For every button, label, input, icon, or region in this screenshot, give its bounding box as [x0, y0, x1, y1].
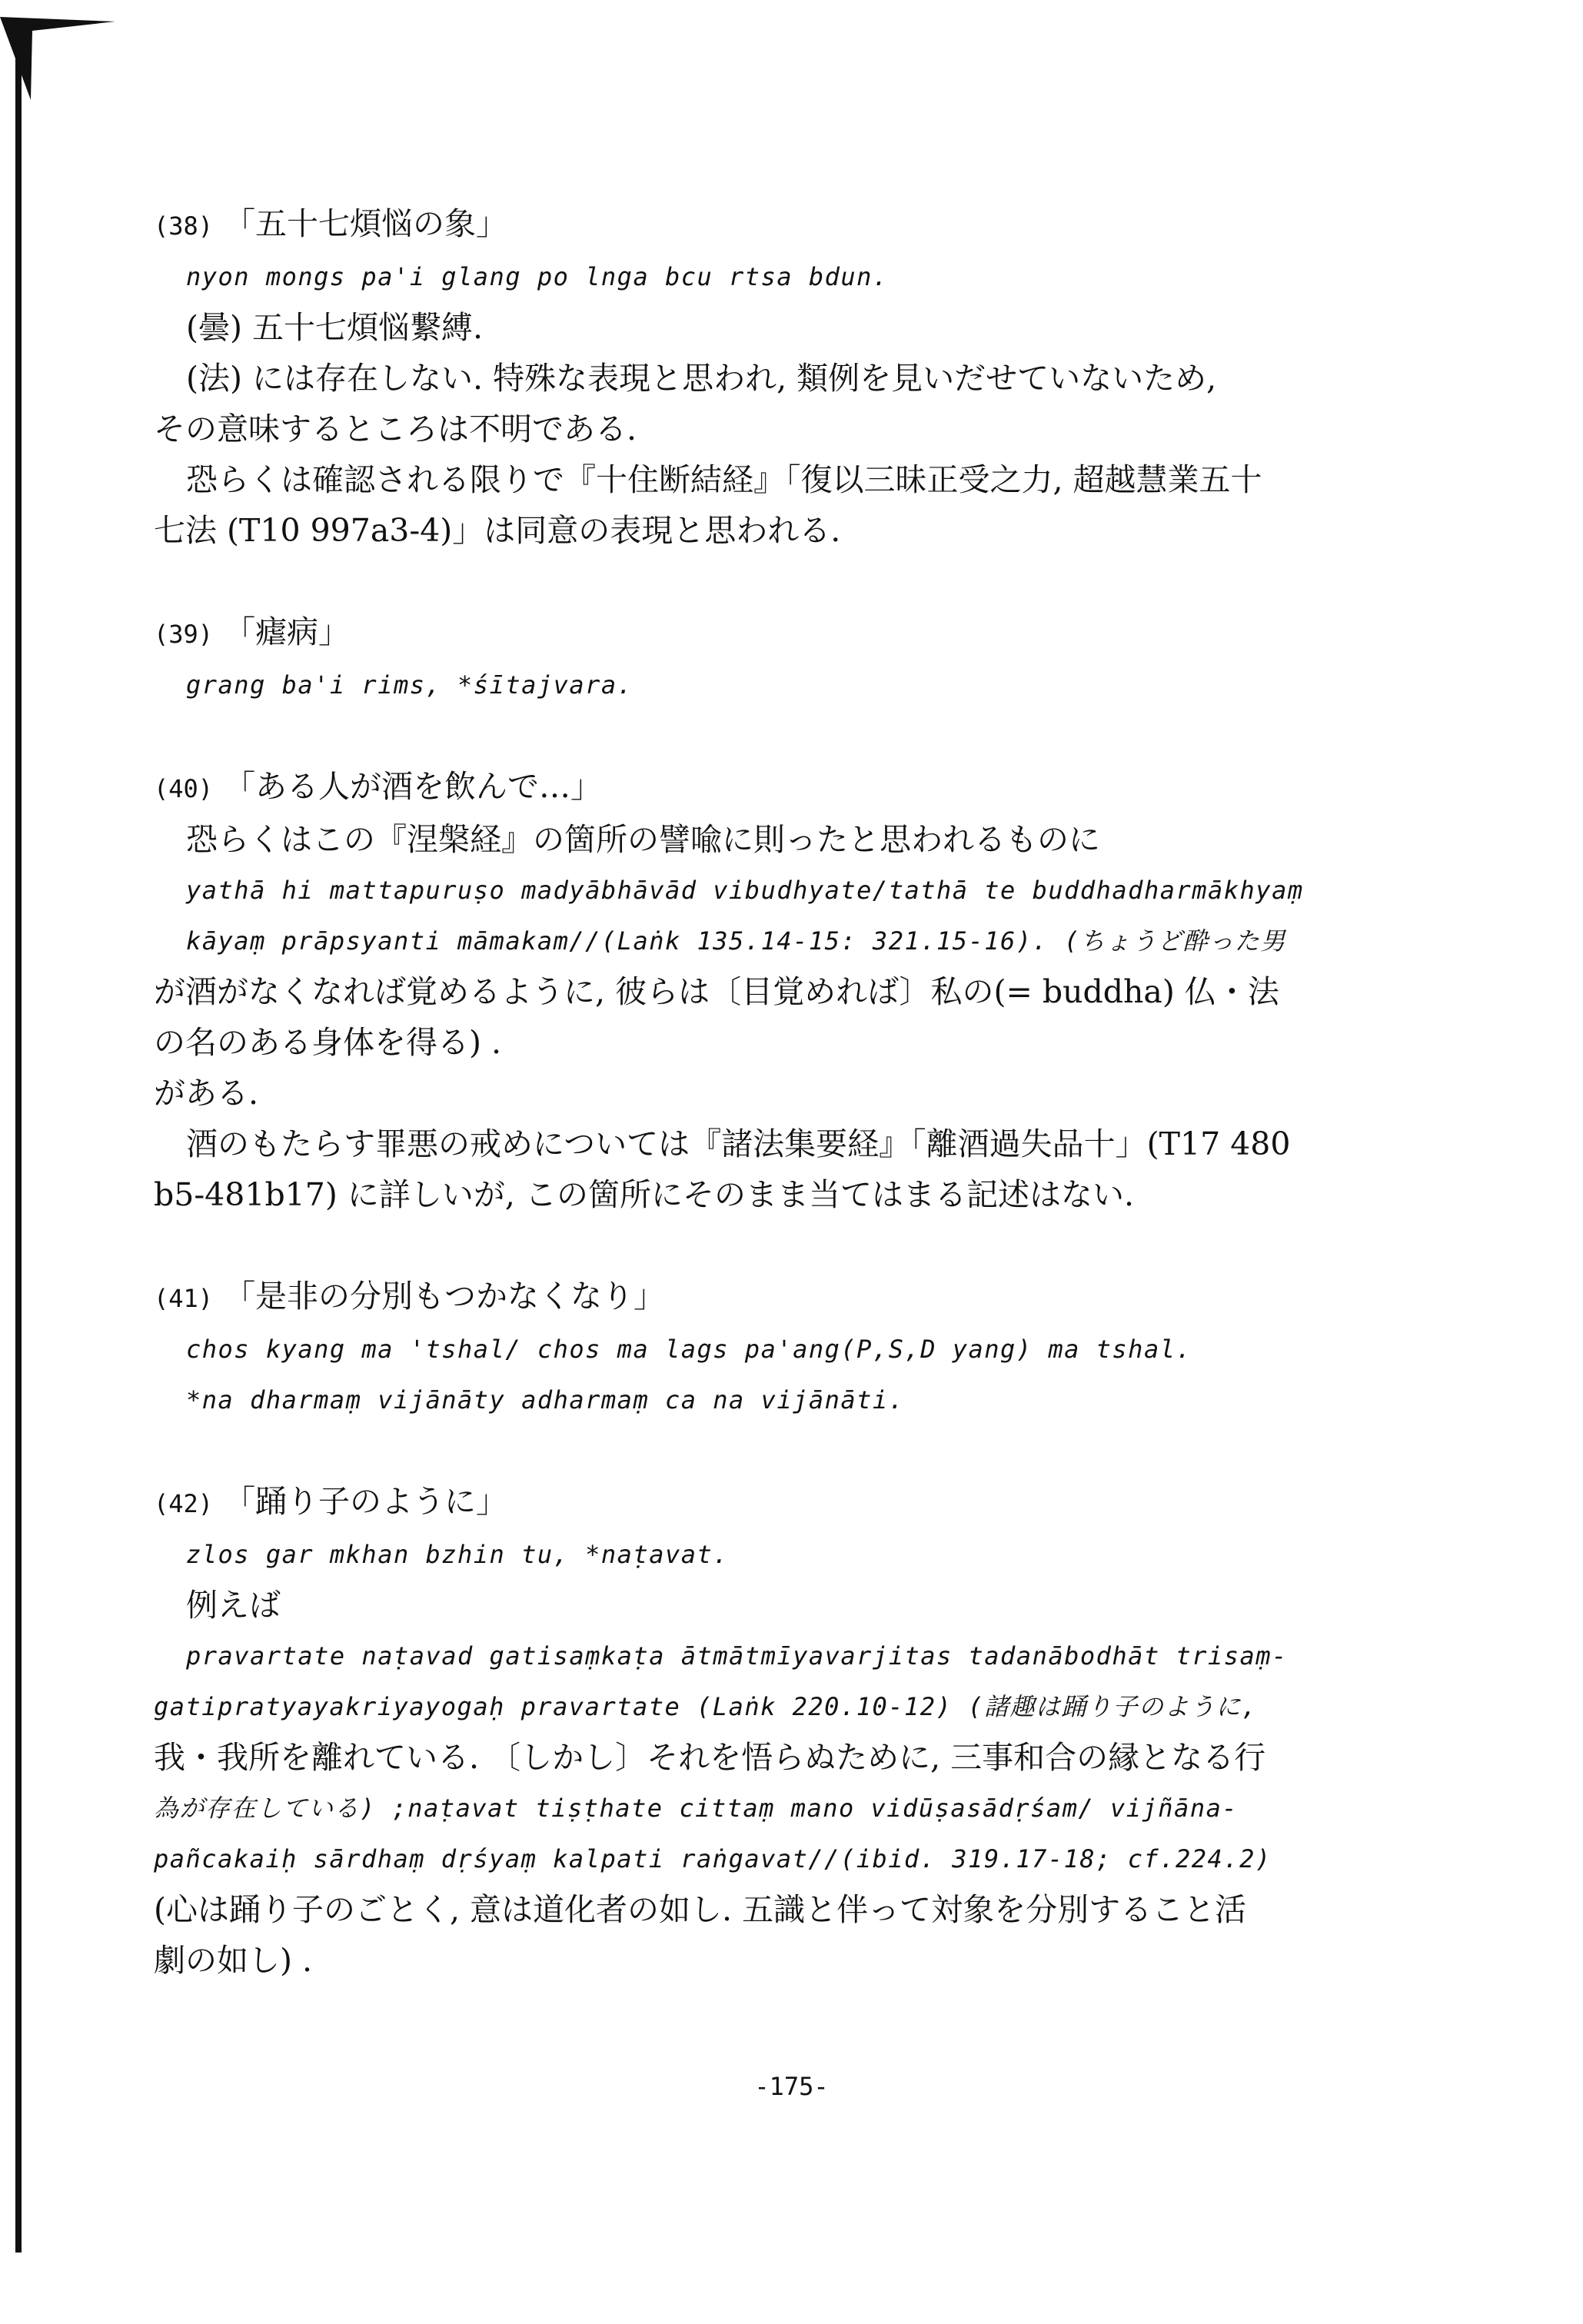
note-heading — [154, 607, 1353, 660]
commentary-line: 七法 (T10 997a3-4)」は同意の表現と思われる. — [154, 512, 841, 549]
transliteration-line: zlos gar mkhan bzhin tu, *naṭavat. — [186, 1540, 730, 1569]
transliteration-line: 為が存在している) ;naṭavat tiṣṭhate cittaṃ mano vidūṣasādṛśam/ vijñāna- — [154, 1794, 1239, 1823]
commentary-line: が酒がなくなれば覚めるように, 彼らは〔目覚めれば〕私の(= buddha) 仏・法 — [154, 973, 1279, 1010]
commentary-line: その意味するところは不明である. — [154, 411, 637, 447]
note-title: 「踊り子のように」 — [224, 1483, 508, 1520]
commentary-line: (曇) 五十七煩悩繋縛. — [186, 309, 484, 346]
transliteration-line: pravartate naṭavad gatisaṃkaṭa ātmātmīyavarjitas tadanābodhāt trisaṃ- — [186, 1641, 1288, 1671]
binding-spine-icon — [0, 0, 123, 2324]
commentary-line: b5-481b17) に詳しいが, この箇所にそのまま当てはまる記述はない. — [154, 1176, 1134, 1213]
note-heading — [154, 761, 1353, 814]
transliteration-line: yathā hi mattapuruṣo madyābhāvād vibudhyate/tathā te buddhadharmākhyaṃ — [186, 876, 1304, 905]
transliteration-line: chos kyang ma 'tshal/ chos ma lags pa'ang(P,S,D yang) ma tshal. — [186, 1335, 1192, 1364]
note-heading — [154, 1271, 1353, 1324]
note-number: (41) — [154, 1284, 214, 1313]
commentary-line: (心は踊り子のごとく, 意は道化者の如し. 五識と伴って対象を分別すること活 — [154, 1891, 1247, 1928]
note-section — [154, 761, 1353, 1220]
commentary-line: 恐らくはこの『涅槃経』の箇所の譬喩に則ったと思われるものに — [186, 821, 1100, 858]
section-gap — [154, 1425, 1353, 1476]
transliteration-line: grang ba'i rims, *śītajvara. — [186, 670, 634, 700]
note-heading — [154, 198, 1353, 251]
note-section — [154, 198, 1353, 556]
note-title: 「五十七煩悩の象」 — [224, 205, 508, 242]
section-gap — [154, 556, 1353, 607]
note-number: (38) — [154, 211, 214, 241]
commentary-line: がある. — [154, 1075, 259, 1112]
note-section — [154, 1476, 1353, 1986]
section-gap — [154, 710, 1353, 761]
transliteration-line: kāyaṃ prāpsyanti māmakam//(Laṅk 135.14-15: 321.15-16). (ちょうど酔った男 — [186, 926, 1286, 956]
page-content — [154, 198, 1353, 1986]
commentary-line: 例えば — [186, 1587, 281, 1624]
note-section — [154, 607, 1353, 710]
commentary-line: 劇の如し) . — [154, 1942, 313, 1979]
commentary-line: 我・我所を離れている. 〔しかし〕それを悟らぬために, 三事和合の縁となる行 — [154, 1739, 1266, 1776]
transliteration-line: pañcakaiḥ sārdhaṃ dṛśyaṃ kalpati raṅgavat//(ibid. 319.17-18; cf.224.2) — [154, 1844, 1272, 1873]
note-number: (42) — [154, 1489, 214, 1518]
transliteration-line: nyon mongs pa'i glang po lnga bcu rtsa bdun. — [186, 262, 889, 291]
note-title: 「瘧病」 — [224, 613, 351, 650]
page-number: -175- — [754, 2072, 829, 2101]
section-gap — [154, 1220, 1353, 1271]
commentary-line: 恐らくは確認される限りで『十住断結経』「復以三昧正受之力, 超越慧業五十 — [186, 461, 1262, 498]
note-title: 「ある人が酒を飲んで…」 — [224, 768, 603, 805]
binding-mark — [0, 0, 46, 2324]
transliteration-line: *na dharmaṃ vijānāty adharmaṃ ca na vijānāti. — [186, 1385, 905, 1415]
commentary-line: の名のある身体を得る) . — [154, 1024, 502, 1061]
commentary-line: (法) には存在しない. 特殊な表現と思われ, 類例を見いだせていないため, — [186, 360, 1217, 397]
note-title: 「是非の分別もつかなくなり」 — [224, 1278, 666, 1315]
transliteration-line: gatipratyayakriyayogaḥ pravartate (Laṅk 220.10-12) (諸趣は踊り子のように, — [154, 1692, 1258, 1721]
note-section — [154, 1271, 1353, 1425]
commentary-line: 酒のもたらす罪悪の戒めについては『諸法集要経』「離酒過失品十」(T17 480 — [186, 1125, 1291, 1162]
note-number: (40) — [154, 774, 214, 803]
note-heading — [154, 1476, 1353, 1529]
note-number: (39) — [154, 620, 214, 649]
